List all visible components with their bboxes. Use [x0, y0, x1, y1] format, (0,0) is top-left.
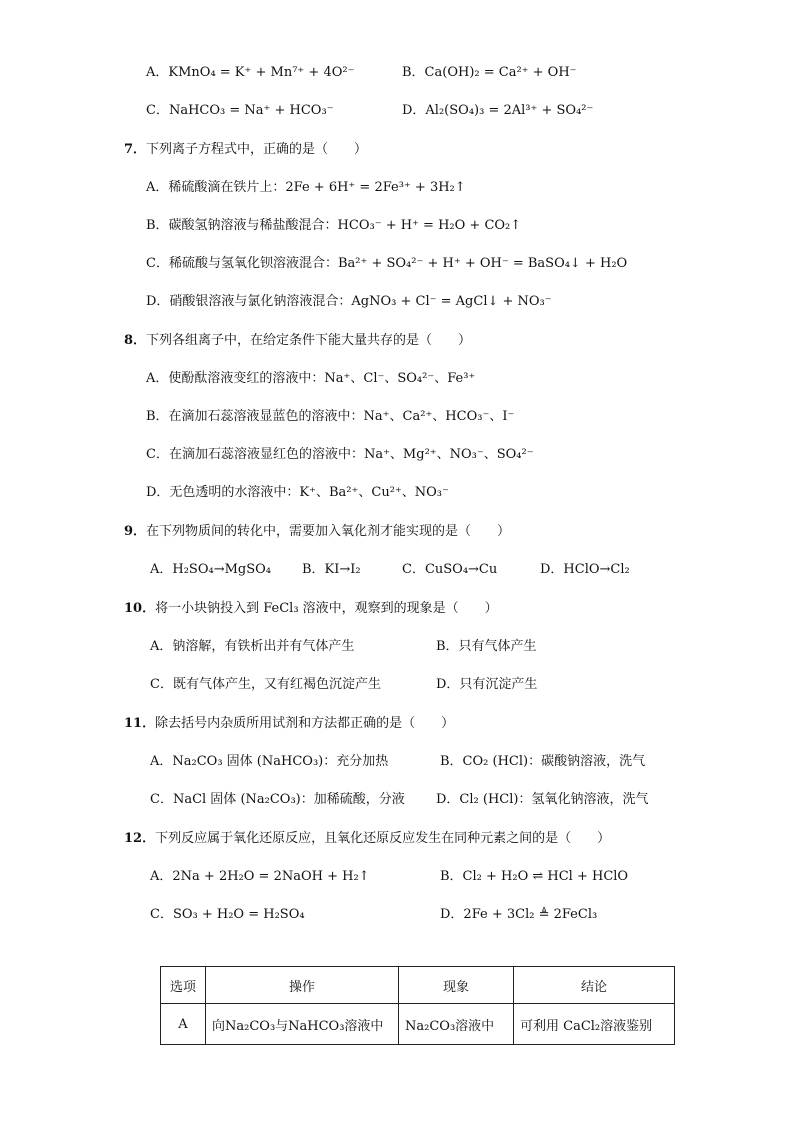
q8-option-b: B．在滴加石蕊溶液显蓝色的溶液中：Na⁺、Ca²⁺、HCO₃⁻、I⁻ — [146, 409, 515, 424]
question-number: 12． — [124, 831, 156, 846]
question-7 — [124, 141, 367, 159]
table-header-cell: 选项 — [161, 967, 206, 1004]
q11-option-b: B．CO₂ (HCl)：碳酸钠溶液，洗气 — [440, 754, 646, 769]
question-number: 7． — [124, 142, 147, 157]
question-number: 10． — [124, 601, 156, 616]
q9-option-c: C．CuSO₄→Cu — [402, 562, 498, 577]
q6-option-a: A．KMnO₄ = K⁺ + Mn⁷⁺ + 4O²⁻ — [146, 65, 355, 80]
table-header-row — [161, 967, 675, 1004]
q10-option-b: B．只有气体产生 — [436, 639, 537, 654]
table-cell: A — [161, 1004, 206, 1045]
experiment-table — [160, 966, 675, 1045]
question-number: 9． — [124, 524, 147, 539]
q12-option-c: C．SO₃ + H₂O = H₂SO₄ — [150, 907, 305, 922]
q8-option-c: C．在滴加石蕊溶液显红色的溶液中：Na⁺、Mg²⁺、NO₃⁻、SO₄²⁻ — [146, 447, 534, 462]
table-cell: 向Na₂CO₃与NaHCO₃溶液中 — [206, 1004, 399, 1045]
question-8 — [124, 332, 471, 350]
q9-option-d: D．HClO→Cl₂ — [540, 562, 630, 577]
question-stem: 除去括号内杂质所用试剂和方法都正确的是（ ） — [155, 716, 455, 731]
q8-option-a: A．使酚酞溶液变红的溶液中：Na⁺、Cl⁻、SO₄²⁻、Fe³⁺ — [146, 371, 476, 386]
q11-option-d: D．Cl₂ (HCl)：氢氧化钠溶液，洗气 — [436, 792, 649, 807]
question-stem: 将一小块钠投入到 FeCl₃ 溶液中，观察到的现象是（ ） — [155, 601, 498, 616]
question-stem: 下列离子方程式中，正确的是（ ） — [146, 142, 368, 157]
q11-option-c: C．NaCl 固体 (Na₂CO₃)：加稀硫酸，分液 — [150, 792, 405, 807]
question-stem: 在下列物质间的转化中，需要加入氧化剂才能实现的是（ ） — [146, 524, 511, 539]
q6-option-c: C．NaHCO₃ = Na⁺ + HCO₃⁻ — [146, 103, 334, 118]
q7-option-a: A．稀硫酸滴在铁片上：2Fe + 6H⁺ = 2Fe³⁺ + 3H₂↑ — [146, 180, 466, 195]
q9-option-b: B．KI→I₂ — [302, 562, 361, 577]
question-10 — [124, 600, 498, 618]
q11-option-a: A．Na₂CO₃ 固体 (NaHCO₃)：充分加热 — [150, 754, 389, 769]
table-cell: 可利用 CaCl₂溶液鉴别 — [514, 1004, 675, 1045]
q10-option-d: D．只有沉淀产生 — [436, 677, 538, 692]
q6-option-d: D．Al₂(SO₄)₃ = 2Al³⁺ + SO₄²⁻ — [402, 103, 594, 118]
question-12 — [124, 830, 610, 848]
q9-option-a: A．H₂SO₄→MgSO₄ — [150, 562, 272, 577]
q10-option-c: C．既有气体产生，又有红褐色沉淀产生 — [150, 677, 381, 692]
question-9 — [124, 523, 510, 541]
question-11 — [124, 715, 454, 733]
table-header-cell: 操作 — [206, 967, 399, 1004]
q12-option-a: A．2Na + 2H₂O = 2NaOH + H₂↑ — [150, 869, 370, 884]
q12-option-d: D．2Fe + 3Cl₂ ≜ 2FeCl₃ — [440, 907, 598, 922]
q12-option-b: B．Cl₂ + H₂O ⇌ HCl + HClO — [440, 869, 629, 884]
question-number: 11． — [124, 716, 156, 731]
table-header-cell: 现象 — [399, 967, 514, 1004]
table-header-cell: 结论 — [514, 967, 675, 1004]
q6-option-b: B．Ca(OH)₂ = Ca²⁺ + OH⁻ — [402, 65, 577, 80]
question-stem: 下列反应属于氧化还原反应，且氧化还原反应发生在同种元素之间的是（ ） — [155, 831, 611, 846]
question-stem: 下列各组离子中，在给定条件下能大量共存的是（ ） — [146, 333, 472, 348]
table-cell: Na₂CO₃溶液中 — [399, 1004, 514, 1045]
q7-option-d: D．硝酸银溶液与氯化钠溶液混合：AgNO₃ + Cl⁻ = AgCl↓ + NO₃⁻ — [146, 294, 552, 309]
q10-option-a: A．钠溶解，有铁析出并有气体产生 — [150, 639, 355, 654]
question-number: 8． — [124, 333, 147, 348]
q8-option-d: D．无色透明的水溶液中：K⁺、Ba²⁺、Cu²⁺、NO₃⁻ — [146, 485, 449, 500]
table-row — [161, 1004, 675, 1045]
q7-option-b: B．碳酸氢钠溶液与稀盐酸混合：HCO₃⁻ + H⁺ = H₂O + CO₂↑ — [146, 218, 522, 233]
q7-option-c: C．稀硫酸与氢氧化钡溶液混合：Ba²⁺ + SO₄²⁻ + H⁺ + OH⁻ = BaSO₄↓ + H₂O — [146, 256, 628, 271]
